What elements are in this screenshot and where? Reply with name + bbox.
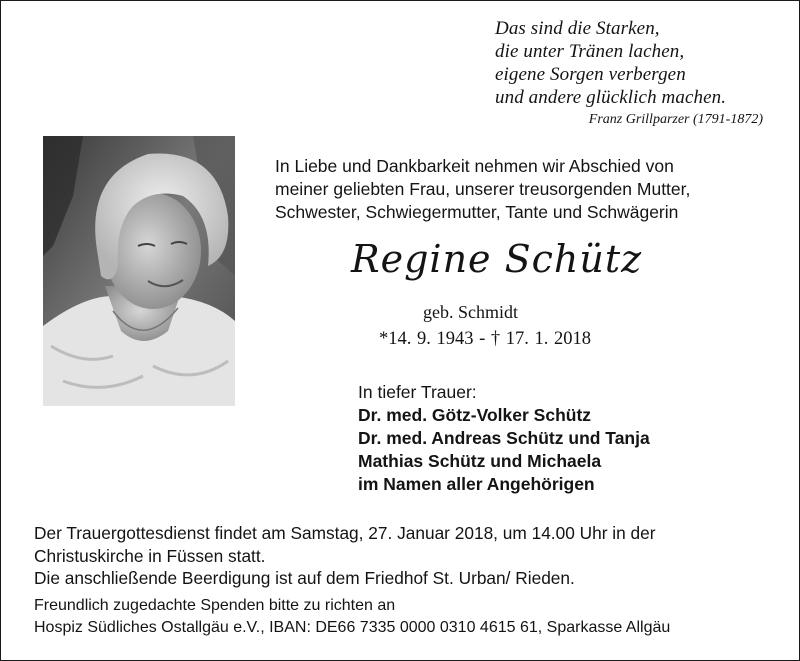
life-dates: *14. 9. 1943 - † 17. 1. 2018: [379, 329, 592, 349]
quote-line: und andere glücklich machen.: [495, 87, 727, 108]
intro-text: [275, 155, 775, 224]
donation-info: [34, 595, 794, 639]
mourner-name: Mathias Schütz und Michaela: [358, 451, 602, 471]
service-line: Die anschließende Beerdigung ist auf dem Friedhof St. Urban/ Rieden.: [34, 568, 575, 588]
service-info: [34, 522, 794, 590]
donation-line: Hospiz Südliches Ostallgäu e.V., IBAN: DE66 7335 0000 0310 4615 61, Sparkasse Allgäu: [34, 619, 671, 636]
deceased-name: Regine Schütz: [351, 237, 643, 281]
donation-line: Freundlich zugedachte Spenden bitte zu richten an: [34, 597, 396, 614]
mourner-name: im Namen aller Angehörigen: [358, 474, 595, 494]
portrait-image: [43, 136, 235, 406]
quote-line: eigene Sorgen verbergen: [495, 64, 686, 85]
mourners-heading: In tiefer Trauer:: [358, 382, 477, 402]
intro-line: meiner geliebten Frau, unserer treusorgenden Mutter,: [275, 179, 691, 199]
mourners-block: [358, 381, 778, 496]
birth-name: geb. Schmidt: [423, 302, 518, 322]
intro-line: Schwester, Schwiegermutter, Tante und Schwägerin: [275, 202, 679, 222]
quote-line: Das sind die Starken,: [495, 18, 660, 39]
service-line: Der Trauergottesdienst findet am Samstag, 27. Januar 2018, um 14.00 Uhr in der: [34, 523, 656, 543]
mourner-name: Dr. med. Götz-Volker Schütz: [358, 405, 592, 425]
quote-line: die unter Tränen lachen,: [495, 41, 685, 62]
epigraph-quote: [495, 17, 785, 128]
quote-author: Franz Grillparzer (1791-1872): [588, 112, 763, 127]
intro-line: In Liebe und Dankbarkeit nehmen wir Abschied von: [275, 156, 674, 176]
service-line: Christuskirche in Füssen statt.: [34, 545, 266, 566]
portrait-photo: [43, 136, 235, 406]
mourner-name: Dr. med. Andreas Schütz und Tanja: [358, 428, 650, 448]
